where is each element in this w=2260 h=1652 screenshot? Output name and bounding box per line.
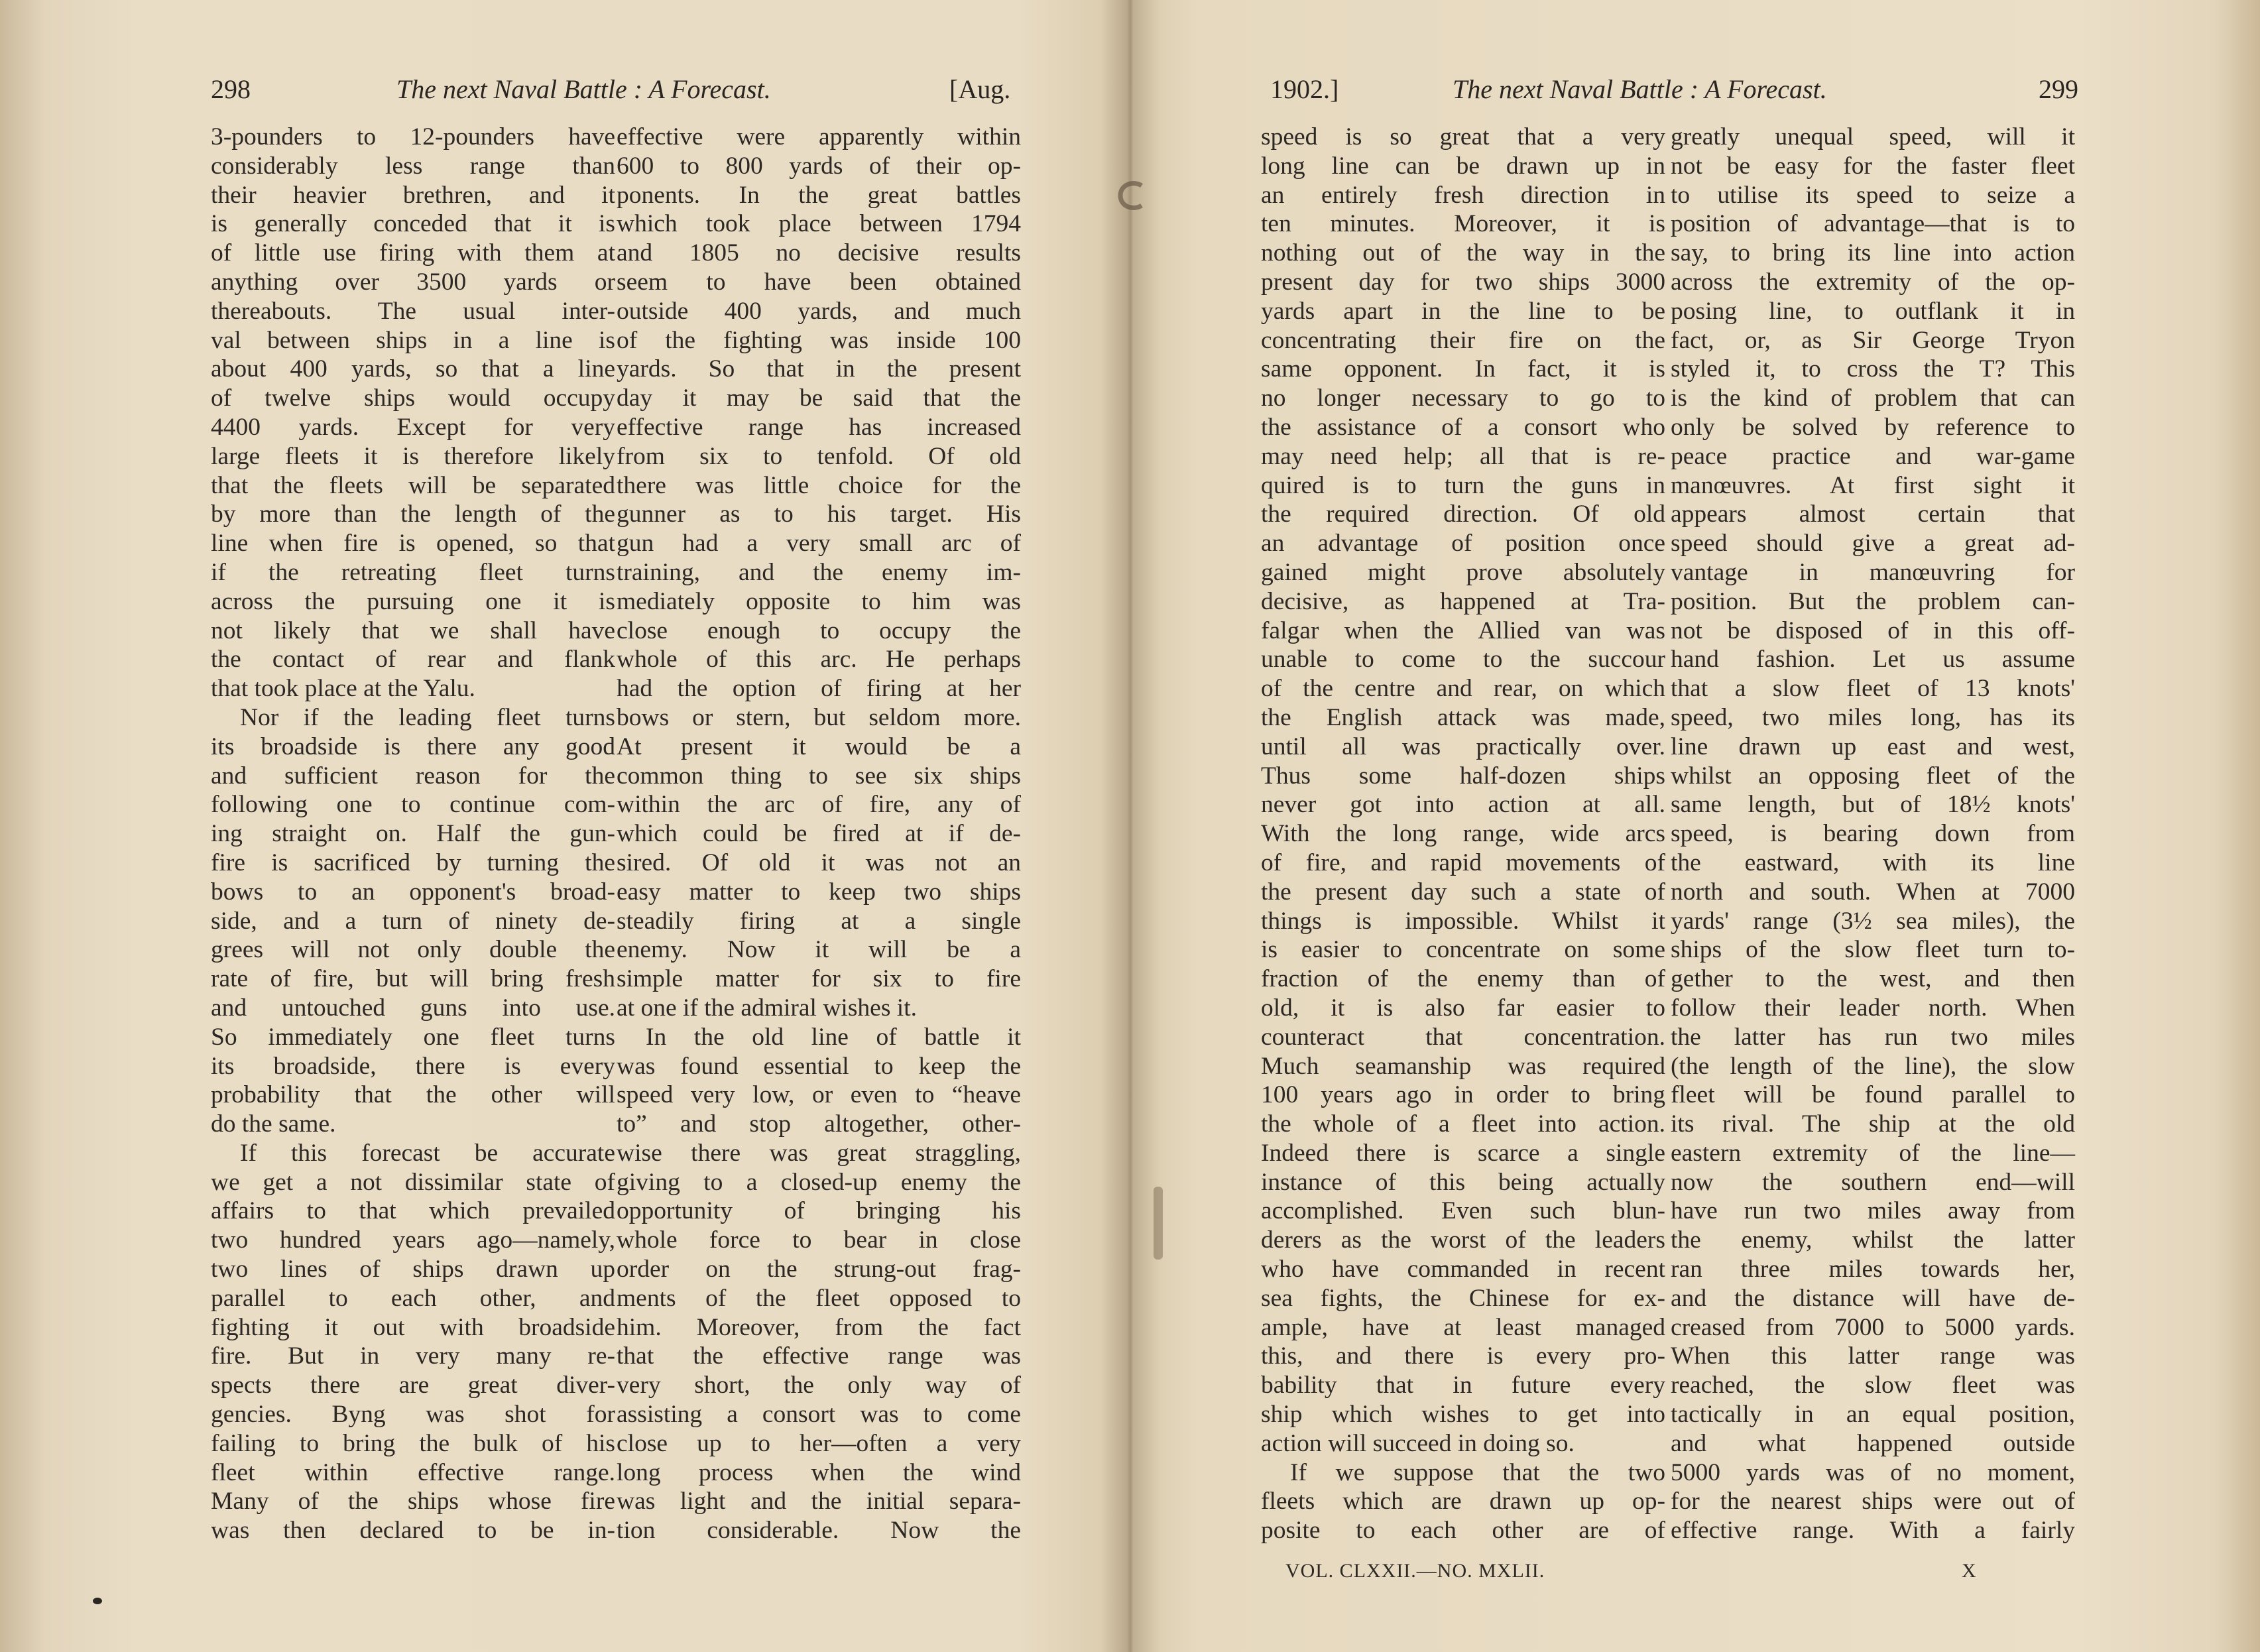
text-line: long process when the wind	[617, 1458, 1021, 1486]
text-line: was found essential to keep the	[617, 1052, 1021, 1080]
page-number: 298	[211, 74, 251, 104]
text-line: day it may be said that the	[617, 384, 1021, 412]
text-line: fraction of the enemy than of	[1261, 965, 1665, 993]
text-line: of the fighting was inside 100	[617, 326, 1021, 354]
text-line: yards' range (3½ sea miles), the	[1671, 907, 2075, 935]
text-line: the present day such a state of	[1261, 878, 1665, 906]
text-line: ments of the fleet opposed to	[617, 1284, 1021, 1312]
text-line: its rival. The ship at the old	[1671, 1110, 2075, 1138]
text-line: Nor if the leading fleet turns	[240, 703, 615, 731]
text-line: assisting a consort was to come	[617, 1401, 1021, 1429]
text-line: peace practice and war-game	[1671, 442, 2075, 470]
text-line: this, and there is every pro-	[1261, 1342, 1665, 1370]
text-line: probability that the other will	[211, 1081, 615, 1109]
text-line: ran three miles towards her,	[1671, 1256, 2075, 1283]
text-line: ample, have at least managed	[1261, 1313, 1665, 1341]
text-line: When this latter range was	[1671, 1342, 2075, 1370]
text-line: ing straight on. Half the gun-	[211, 820, 615, 848]
text-line: ponents. In the great battles	[617, 181, 1021, 209]
text-line: no longer necessary to go to	[1261, 384, 1665, 412]
text-line: its broadside, there is every	[211, 1052, 615, 1080]
text-line: the English attack was made,	[1261, 703, 1665, 731]
text-line: hand fashion. Let us assume	[1671, 646, 2075, 674]
text-line: speed very low, or even to “heave	[617, 1081, 1021, 1109]
text-line: gencies. Byng was shot for	[211, 1401, 615, 1429]
text-line: fire is sacrificed by turning the	[211, 849, 615, 876]
text-line: gained might prove absolutely	[1261, 558, 1665, 586]
text-line: whole of this arc. He perhaps	[617, 646, 1021, 674]
text-line: accomplished. Even such blun-	[1261, 1197, 1665, 1225]
text-line: 3-pounders to 12-pounders have	[211, 123, 615, 150]
text-line: two hundred years ago—namely,	[211, 1226, 615, 1254]
text-line: from six to tenfold. Of old	[617, 442, 1021, 470]
text-line: action will succeed in doing so.	[1261, 1429, 1575, 1457]
text-line: training, and the enemy im-	[617, 558, 1021, 586]
text-line: same length, but of 18½ knots'	[1671, 791, 2075, 819]
text-line: the whole of a fleet into action.	[1261, 1110, 1665, 1138]
volume-footer: VOL. CLXXII.—NO. MXLII.	[1285, 1560, 1545, 1582]
text-line: do the same.	[211, 1110, 336, 1138]
text-line: that the fleets will be separated	[211, 471, 615, 499]
text-line: not likely that we shall have	[211, 617, 615, 644]
text-line: following one to continue com-	[211, 791, 615, 819]
text-line: its broadside is there any good	[211, 733, 615, 760]
text-line: very short, the only way of	[617, 1372, 1021, 1399]
text-line: by more than the length of the	[211, 501, 615, 528]
text-line: Indeed there is scarce a single	[1261, 1139, 1665, 1167]
text-line: within the arc of fire, any of	[617, 791, 1021, 819]
text-column-left-1	[211, 123, 615, 1545]
text-line: north and south. When at 7000	[1671, 878, 2075, 906]
text-line: anything over 3500 yards or	[211, 268, 615, 296]
text-line: unable to come to the succour	[1261, 646, 1665, 674]
text-line: present day for two ships 3000	[1261, 268, 1665, 296]
text-line: Thus some half-dozen ships	[1261, 762, 1665, 790]
text-line: line when fire is opened, so that	[211, 530, 615, 558]
text-line: things is impossible. Whilst it	[1261, 907, 1665, 935]
text-line: if the retreating fleet turns	[211, 558, 615, 586]
text-line: val between ships in a line is	[211, 326, 615, 354]
text-line: manœuvres. At first sight it	[1671, 471, 2075, 499]
text-line: bows or stern, but seldom more.	[617, 703, 1021, 731]
text-line: of little use firing with them at	[211, 239, 615, 267]
text-line: which could be fired at if de-	[617, 820, 1021, 848]
text-line: bows to an opponent's broad-	[211, 878, 615, 906]
text-line: greatly unequal speed, will it	[1671, 123, 2075, 150]
text-line: two lines of ships drawn up	[211, 1256, 615, 1283]
text-line: not be easy for the faster fleet	[1671, 152, 2075, 180]
text-line: outside 400 yards, and much	[617, 297, 1021, 325]
text-line: we get a not dissimilar state of	[211, 1168, 615, 1196]
text-column-right-1	[1261, 123, 1665, 1545]
text-line: rate of fire, but will bring fresh	[211, 965, 615, 993]
text-line: eastern extremity of the line—	[1671, 1139, 2075, 1167]
text-line: mediately opposite to him was	[617, 587, 1021, 615]
text-line: across the pursuing one it is	[211, 587, 615, 615]
text-line: If we suppose that the two	[1290, 1458, 1665, 1486]
text-line: order on the strung-out frag-	[617, 1256, 1021, 1283]
text-line: yards. So that in the present	[617, 355, 1021, 383]
text-line: posite to each other are of	[1261, 1517, 1665, 1545]
text-line: effective range has increased	[617, 413, 1021, 441]
text-line: vantage in manœuvring for	[1671, 558, 2075, 586]
text-line: tion considerable. Now the	[617, 1517, 1021, 1545]
text-line: had the option of firing at her	[617, 675, 1021, 703]
text-line: simple matter for six to fire	[617, 965, 1021, 993]
text-line: close enough to occupy the	[617, 617, 1021, 644]
text-line: gun had a very small arc of	[617, 530, 1021, 558]
text-line: an entirely fresh direction in	[1261, 181, 1665, 209]
text-line: whilst an opposing fleet of the	[1671, 762, 2075, 790]
text-line: about 400 yards, so that a line	[211, 355, 615, 383]
text-line: and what happened outside	[1671, 1429, 2075, 1457]
date-reference: [Aug.	[949, 74, 1011, 104]
text-line: of twelve ships would occupy	[211, 384, 615, 412]
running-title: The next Naval Battle : A Forecast.	[396, 74, 771, 104]
text-line: posing line, to outflank it in	[1671, 297, 2075, 325]
date-reference: 1902.]	[1270, 74, 1339, 104]
text-line: at one if the admiral wishes it.	[617, 994, 918, 1022]
text-line: sea fights, the Chinese for ex-	[1261, 1284, 1665, 1312]
text-line: effective range. With a fairly	[1671, 1517, 2075, 1545]
text-line: 5000 yards was of no moment,	[1671, 1458, 2075, 1486]
text-line: tactically in an equal position,	[1671, 1401, 2075, 1429]
text-line: and sufficient reason for the	[211, 762, 615, 790]
text-line: speed should give a great ad-	[1671, 530, 2075, 558]
text-line: which took place between 1794	[617, 210, 1021, 238]
text-line: wise there was great straggling,	[617, 1139, 1021, 1167]
left-page	[0, 0, 1127, 1652]
text-line: quired is to turn the guns in	[1261, 471, 1665, 499]
text-line: an advantage of position once	[1261, 530, 1665, 558]
text-line: side, and a turn of ninety de-	[211, 907, 615, 935]
text-line: spects there are great diver-	[211, 1372, 615, 1399]
text-line: not be disposed of in this off-	[1671, 617, 2075, 644]
text-line: sired. Of old it was not an	[617, 849, 1021, 876]
text-line: If this forecast be accurate	[240, 1139, 615, 1167]
text-line: and untouched guns into use.	[211, 994, 615, 1022]
text-line: the assistance of a consort who	[1261, 413, 1665, 441]
text-line: appears almost certain that	[1671, 501, 2075, 528]
text-line: speed, two miles long, has its	[1671, 703, 2075, 731]
text-line: ships of the slow fleet turn to-	[1671, 936, 2075, 964]
text-line: 600 to 800 yards of their op-	[617, 152, 1021, 180]
text-line: follow their leader north. When	[1671, 994, 2075, 1022]
text-line: position of advantage—that is to	[1671, 210, 2075, 238]
text-line: the contact of rear and flank	[211, 646, 615, 674]
text-line: reached, the slow fleet was	[1671, 1372, 2075, 1399]
text-line: to” and stop altogether, other-	[617, 1110, 1021, 1138]
text-line: to utilise its speed to seize a	[1671, 181, 2075, 209]
text-line: fire. But in very many re-	[211, 1342, 615, 1370]
text-line: of fire, and rapid movements of	[1261, 849, 1665, 876]
text-line: grees will not only double the	[211, 936, 615, 964]
text-line: derers as the worst of the leaders	[1261, 1226, 1665, 1254]
text-line: failing to bring the bulk of his	[211, 1429, 615, 1457]
text-line: now the southern end—will	[1671, 1168, 2075, 1196]
text-line: Many of the ships whose fire	[211, 1488, 615, 1515]
text-line: only be solved by reference to	[1671, 413, 2075, 441]
text-line: (the length of the line), the slow	[1671, 1052, 2075, 1080]
text-line: common thing to see six ships	[617, 762, 1021, 790]
text-line: affairs to that which prevailed	[211, 1197, 615, 1225]
text-column-left-2	[617, 123, 1021, 1545]
text-line: At present it would be a	[617, 733, 1021, 760]
text-line: Much seamanship was required	[1261, 1052, 1665, 1080]
text-line: until all was practically over.	[1261, 733, 1665, 760]
text-line: falgar when the Allied van was	[1261, 617, 1665, 644]
text-line: thereabouts. The usual inter-	[211, 297, 615, 325]
text-line: never got into action at all.	[1261, 791, 1665, 819]
text-line: bability that in future every	[1261, 1372, 1665, 1399]
text-line: old, it is also far easier to	[1261, 994, 1665, 1022]
text-line: that took place at the Yalu.	[211, 675, 475, 703]
text-line: and the distance will have de-	[1671, 1284, 2075, 1312]
text-line: opportunity of bringing his	[617, 1197, 1021, 1225]
text-line: the required direction. Of old	[1261, 501, 1665, 528]
text-line: considerably less range than	[211, 152, 615, 180]
text-line: that the effective range was	[617, 1342, 1021, 1370]
text-line: say, to bring its line into action	[1671, 239, 2075, 267]
text-line: the enemy, whilst the latter	[1671, 1226, 2075, 1254]
text-line: nothing out of the way in the	[1261, 239, 1665, 267]
text-line: creased from 7000 to 5000 yards.	[1671, 1313, 2075, 1341]
text-line: him. Moreover, from the fact	[617, 1313, 1021, 1341]
text-line: the latter has run two miles	[1671, 1023, 2075, 1051]
text-line: there was little choice for the	[617, 471, 1021, 499]
text-line: of the centre and rear, on which	[1261, 675, 1665, 703]
text-line: who have commanded in recent	[1261, 1256, 1665, 1283]
text-line: parallel to each other, and	[211, 1284, 615, 1312]
text-line: is the kind of problem that can	[1671, 384, 2075, 412]
right-page	[1133, 0, 2260, 1652]
text-line: With the long range, wide arcs	[1261, 820, 1665, 848]
text-line: was then declared to be in-	[211, 1517, 615, 1545]
text-line: across the extremity of the op-	[1671, 268, 2075, 296]
text-line: styled it, to cross the T? This	[1671, 355, 2075, 383]
text-line: gether to the west, and then	[1671, 965, 2075, 993]
text-line: giving to a closed-up enemy the	[617, 1168, 1021, 1196]
text-line: ship which wishes to get into	[1261, 1401, 1665, 1429]
text-line: 4400 yards. Except for very	[211, 413, 615, 441]
text-line: large fleets it is therefore likely	[211, 442, 615, 470]
text-line: speed is so great that a very	[1261, 123, 1665, 150]
text-line: So immediately one fleet turns	[211, 1023, 615, 1051]
text-line: fact, or, as Sir George Tryon	[1671, 326, 2075, 354]
page-number: 299	[2039, 74, 2078, 104]
text-line: fighting it out with broadside	[211, 1313, 615, 1341]
text-line: fleet will be found parallel to	[1671, 1081, 2075, 1109]
text-line: long line can be drawn up in	[1261, 152, 1665, 180]
text-line: concentrating their fire on the	[1261, 326, 1665, 354]
text-line: steadily firing at a single	[617, 907, 1021, 935]
text-line: counteract that concentration.	[1261, 1023, 1665, 1051]
text-line: ten minutes. Moreover, it is	[1261, 210, 1665, 238]
text-line: easy matter to keep two ships	[617, 878, 1021, 906]
text-line: have run two miles away from	[1671, 1197, 2075, 1225]
text-line: position. But the problem can-	[1671, 587, 2075, 615]
text-line: was light and the initial separa-	[617, 1488, 1021, 1515]
text-line: In the old line of battle it	[646, 1023, 1021, 1051]
text-line: line drawn up east and west,	[1671, 733, 2075, 760]
text-line: that a slow fleet of 13 knots'	[1671, 675, 2075, 703]
text-line: speed, is bearing down from	[1671, 820, 2075, 848]
text-line: fleets which are drawn up op-	[1261, 1488, 1665, 1515]
text-line: may need help; all that is re-	[1261, 442, 1665, 470]
text-line: enemy. Now it will be a	[617, 936, 1021, 964]
text-line: whole force to bear in close	[617, 1226, 1021, 1254]
text-line: seem to have been obtained	[617, 268, 1021, 296]
running-title: The next Naval Battle : A Forecast.	[1453, 74, 1827, 104]
text-line: decisive, as happened at Tra-	[1261, 587, 1665, 615]
text-line: fleet within effective range.	[211, 1458, 615, 1486]
text-line: yards apart in the line to be	[1261, 297, 1665, 325]
text-column-right-2	[1671, 123, 2075, 1545]
text-line: is generally conceded that it is	[211, 210, 615, 238]
left-page-header	[0, 66, 1127, 113]
text-line: instance of this being actually	[1261, 1168, 1665, 1196]
right-page-header	[1133, 66, 2260, 113]
text-line: is easier to concentrate on some	[1261, 936, 1665, 964]
signature-mark: X	[1962, 1560, 1977, 1582]
text-line: effective were apparently within	[617, 123, 1021, 150]
text-line: close up to her—often a very	[617, 1429, 1021, 1457]
text-line: their heavier brethren, and it	[211, 181, 615, 209]
text-line: same opponent. In fact, it is	[1261, 355, 1665, 383]
text-line: for the nearest ships were out of	[1671, 1488, 2075, 1515]
text-line: gunner as to his target. His	[617, 501, 1021, 528]
text-line: 100 years ago in order to bring	[1261, 1081, 1665, 1109]
text-line: the eastward, with its line	[1671, 849, 2075, 876]
text-line: and 1805 no decisive results	[617, 239, 1021, 267]
